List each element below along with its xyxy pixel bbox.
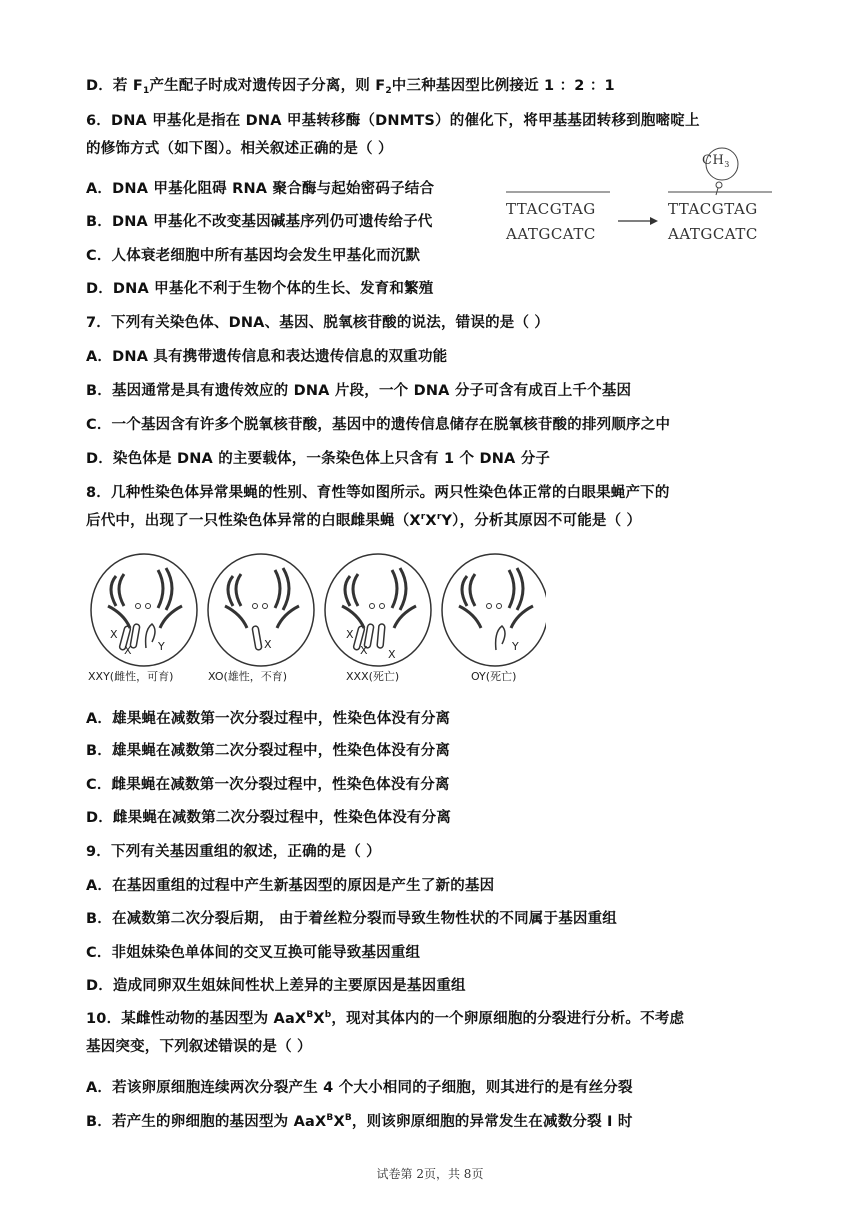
q6-stem-line1: 6．DNA 甲基化是指在 DNA 甲基转移酶（DNMTS）的催化下，将甲基基团转移到胞嘧啶上 bbox=[86, 113, 700, 129]
left-bottom-strand: AATGCATC bbox=[506, 225, 596, 243]
cell3-chrom-x3: X bbox=[388, 648, 396, 661]
q9-option-a: A．在基因重组的过程中产生新基因型的原因是产生了新的基因 bbox=[86, 878, 495, 894]
right-bottom-strand: AATGCATC bbox=[668, 225, 758, 243]
q6-option-d: D．DNA 甲基化不利于生物个体的生长、发育和繁殖 bbox=[86, 281, 434, 297]
cell1-chrom-x1: X bbox=[110, 628, 118, 641]
chromosome-cells-figure bbox=[86, 548, 546, 688]
q8-option-d: D．雌果蝇在减数第二次分裂过程中，性染色体没有分离 bbox=[86, 810, 452, 826]
methyl-label: $CH_3$ bbox=[702, 153, 730, 169]
cell3-chrom-x1: X bbox=[346, 628, 354, 641]
cell1-chrom-y: Y bbox=[158, 640, 165, 653]
q6-option-b: B．DNA 甲基化不改变基因碱基序列仍可遗传给子代 bbox=[86, 214, 433, 230]
q9-option-d: D．造成同卵双生姐妹间性状上差异的主要原因是基因重组 bbox=[86, 978, 466, 994]
cell-xxx-icon bbox=[325, 554, 431, 666]
q5-option-d: D．若 $F_1$产生配子时成对遗传因子分离，则 $F_2$中三种基因型比例接近 1 ：2 ：1 bbox=[86, 78, 615, 96]
page-footer: 试卷第 2页，共 8页 bbox=[376, 1167, 484, 1181]
q7-stem: 7．下列有关染色体、DNA、基因、脱氧核苷酸的说法，错误的是（ ） bbox=[86, 315, 550, 331]
cell1-caption: XXY(雌性，可育) bbox=[88, 670, 174, 683]
cell4-caption: OY(死亡) bbox=[471, 670, 517, 683]
q10-stem-line2: 基因突变，下列叙述错误的是（ ） bbox=[86, 1039, 312, 1055]
cell1-chrom-x2: X bbox=[124, 644, 132, 657]
q10-option-a: A．若该卵原细胞连续两次分裂产生 4 个大小相同的子细胞，则其进行的是有丝分裂 bbox=[86, 1080, 633, 1096]
q8-option-a: A．雄果蝇在减数第一次分裂过程中，性染色体没有分离 bbox=[86, 711, 451, 727]
q10-stem-line1: 10．某雌性动物的基因型为 $AaX^BX^b$，现对其体内的一个卵原细胞的分裂进行分析。不考虑 bbox=[86, 1010, 685, 1027]
q6-option-a: A．DNA 甲基化阻碍 RNA 聚合酶与起始密码子结合 bbox=[86, 181, 435, 197]
cell2-caption: XO(雄性，不育) bbox=[208, 670, 288, 683]
q9-option-c: C．非姐妹染色单体间的交叉互换可能导致基因重组 bbox=[86, 945, 421, 961]
cell3-chrom-x2: X bbox=[360, 644, 368, 657]
q6-option-c: C．人体衰老细胞中所有基因均会发生甲基化而沉默 bbox=[86, 248, 421, 264]
right-top-strand: TTACGTAG bbox=[668, 200, 758, 218]
cell-xo-icon bbox=[208, 554, 314, 666]
q9-option-b: B．在减数第二次分裂后期， 由于着丝粒分裂而导致生物性状的不同属于基因重组 bbox=[86, 911, 617, 927]
q7-option-d: D．染色体是 DNA 的主要载体，一条染色体上只含有 1 个 DNA 分子 bbox=[86, 451, 551, 467]
q6-stem-line2: 的修饰方式（如下图）。相关叙述正确的是（ ） bbox=[86, 141, 393, 157]
q8-option-c: C．雌果蝇在减数第一次分裂过程中，性染色体没有分离 bbox=[86, 777, 450, 793]
q9-stem: 9．下列有关基因重组的叙述，正确的是（ ） bbox=[86, 844, 381, 860]
q8-stem-line1: 8．几种性染色体异常果蝇的性别、育性等如图所示。两只性染色体正常的白眼果蝇产下的 bbox=[86, 485, 670, 501]
q8-option-b: B．雄果蝇在减数第二次分裂过程中，性染色体没有分离 bbox=[86, 743, 451, 759]
arrow-head-icon bbox=[650, 217, 658, 225]
q10-option-b: B．若产生的卵细胞的基因型为 $AaX^BX^B$，则该卵原细胞的异常发生在减数分裂 I 时 bbox=[86, 1113, 633, 1130]
q7-option-b: B．基因通常是具有遗传效应的 DNA 片段，一个 DNA 分子可含有成百上千个基因 bbox=[86, 383, 632, 399]
q7-option-a: A．DNA 具有携带遗传信息和表达遗传信息的双重功能 bbox=[86, 349, 448, 365]
cell-xxy-icon bbox=[91, 554, 197, 666]
cell4-chrom-y: Y bbox=[512, 640, 519, 653]
left-top-strand: TTACGTAG bbox=[506, 200, 596, 218]
cell2-chrom-x: X bbox=[264, 638, 272, 651]
dna-methylation-figure bbox=[500, 145, 790, 255]
cell3-caption: XXX(死亡) bbox=[346, 670, 400, 683]
cell-oy-icon bbox=[442, 554, 546, 666]
q8-stem-line2: 后代中，出现了一只性染色体异常的白眼雌果蝇$(X^rX^rY)$，分析其原因不可能是（ ） bbox=[86, 512, 642, 529]
q7-option-c: C．一个基因含有许多个脱氧核苷酸，基因中的遗传信息储存在脱氧核苷酸的排列顺序之中 bbox=[86, 417, 671, 433]
